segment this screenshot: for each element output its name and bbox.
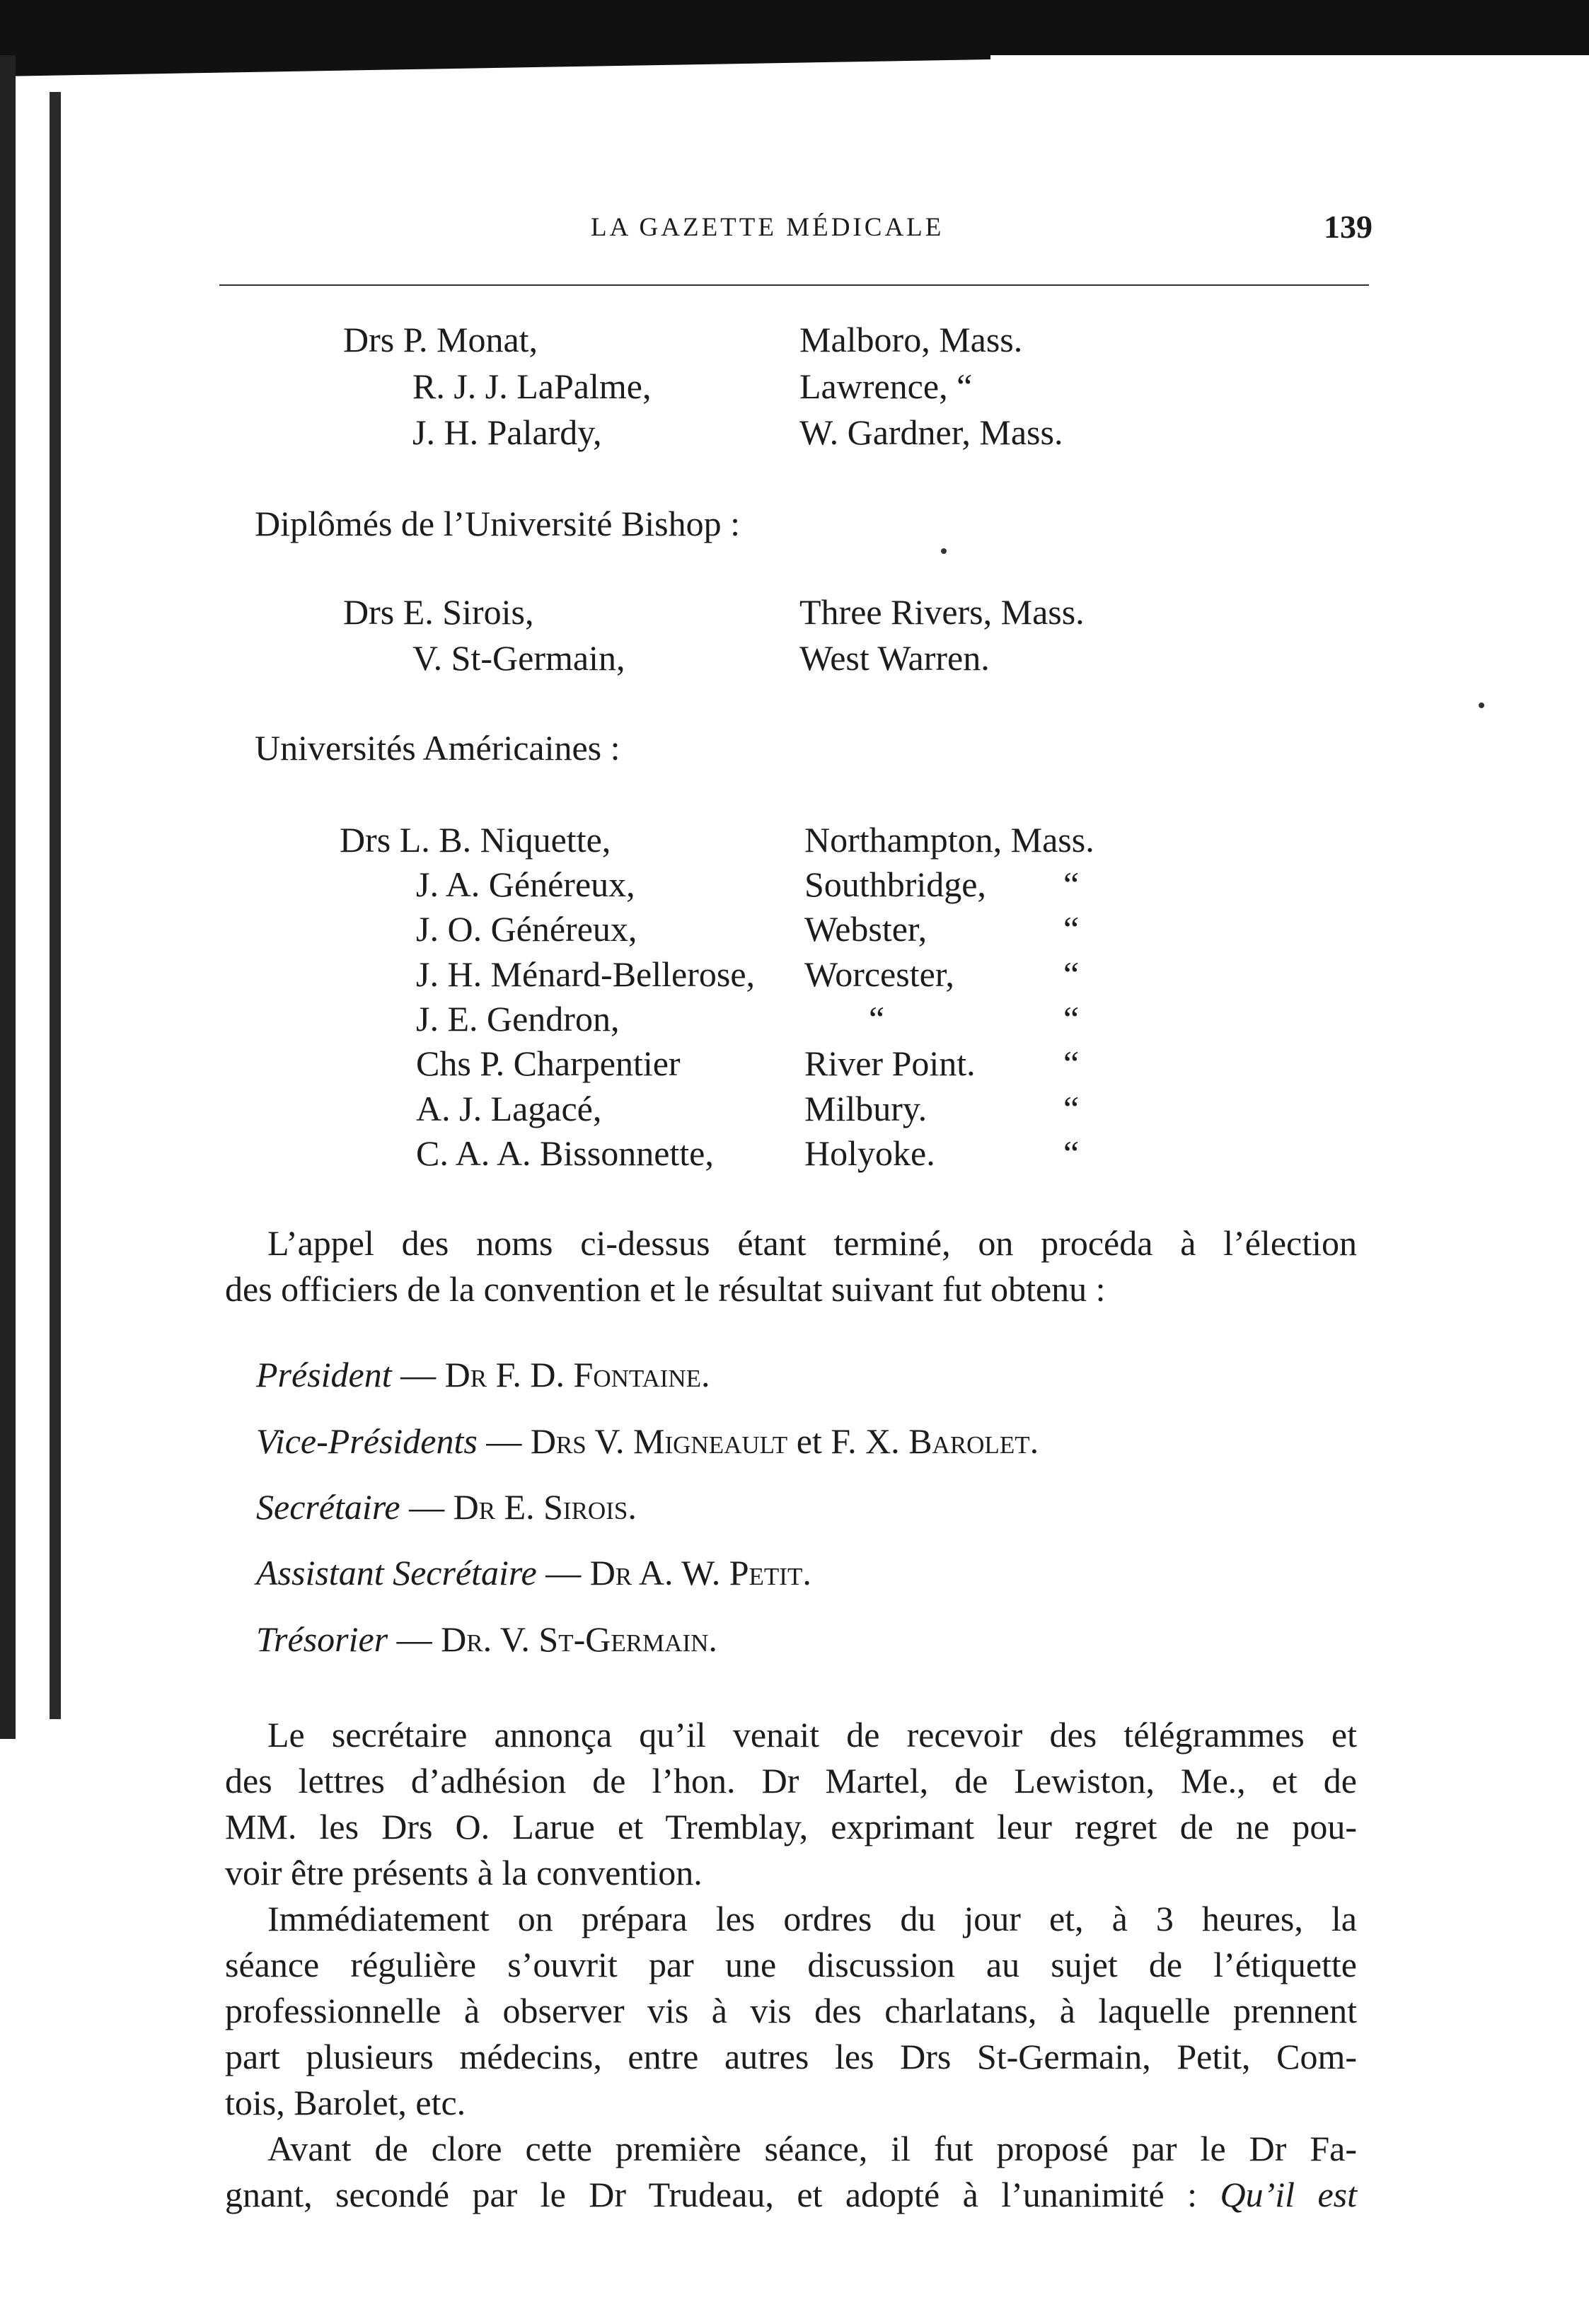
scan-border-left xyxy=(0,55,16,1739)
text-line: séance régulière s’ouvrit par une discussion au sujet de l’étiquette xyxy=(225,1945,1357,1984)
text-line: professionnelle à observer vis à vis des charlatans, à laquelle prennent xyxy=(225,1991,1357,2030)
ditto-mark: “ xyxy=(1063,954,1080,994)
section-heading: Diplômés de l’Université Bishop : xyxy=(255,504,741,543)
list-item-place: West Warren. xyxy=(799,638,990,678)
list-item-name: J. H. Ménard-Bellerose, xyxy=(416,954,756,994)
list-item-place: Worcester, xyxy=(804,954,954,994)
text-line: des officiers de la convention et le résultat suivant fut obtenu : xyxy=(225,1269,1106,1309)
officer-name: Fontaine. xyxy=(573,1355,710,1394)
header-rule xyxy=(219,284,1369,286)
officer-title: Assistant Secrétaire xyxy=(256,1553,537,1592)
list-item-name: Chs P. Charpentier xyxy=(416,1044,681,1083)
officer-line: Président — Dr F. D. Fontaine. xyxy=(256,1355,710,1394)
list-item-name: Drs E. Sirois, xyxy=(343,592,534,632)
scan-border-top-edge xyxy=(0,55,990,76)
list-item-name: V. St-Germain, xyxy=(412,638,625,678)
ditto-mark: “ xyxy=(1063,1089,1080,1128)
officer-line: Trésorier — Dr. V. St-Germain. xyxy=(256,1619,717,1659)
officer-name: Sirois. xyxy=(543,1487,637,1527)
list-item-place: W. Gardner, Mass. xyxy=(799,412,1063,452)
officer-title: Trésorier xyxy=(256,1619,388,1659)
officer-name: Migneault xyxy=(633,1421,788,1461)
list-item-name: J. O. Généreux, xyxy=(416,909,637,949)
speck xyxy=(941,548,947,554)
officer-name: Barolet. xyxy=(908,1421,1039,1461)
text-line: part plusieurs médecins, entre autres les Drs St-Germain, Petit, Com- xyxy=(225,2037,1357,2076)
ditto-mark: “ xyxy=(1063,1133,1080,1173)
list-item-place: “ xyxy=(869,999,885,1039)
officer-line: Secrétaire — Dr E. Sirois. xyxy=(256,1487,637,1527)
list-item-name: C. A. A. Bissonnette, xyxy=(416,1133,714,1173)
officer-title: Président xyxy=(256,1355,392,1394)
list-item-place: Malboro, Mass. xyxy=(799,320,1023,359)
text-line: des lettres d’adhésion de l’hon. Dr Martel, de Lewiston, Me., et de xyxy=(225,1761,1357,1800)
paragraph xyxy=(225,1896,1357,2126)
list-item-name: Drs P. Monat, xyxy=(343,320,538,359)
officer-name: Petit. xyxy=(729,1553,811,1592)
page-header xyxy=(212,209,1373,255)
officer-line: Assistant Secrétaire — Dr A. W. Petit. xyxy=(256,1553,811,1592)
text-line: Immédiatement on prépara les ordres du jour et, à 3 heures, la xyxy=(267,1899,1357,1938)
scan-border-top xyxy=(0,0,1589,55)
officer-title: Secrétaire xyxy=(256,1487,400,1527)
list-item-place: Southbridge, xyxy=(804,865,986,904)
ditto-mark: “ xyxy=(1063,909,1080,949)
text-line: L’appel des noms ci-dessus étant terminé, on procéda à l’élection xyxy=(267,1223,1357,1263)
text-line: Le secrétaire annonça qu’il venait de recevoir des télégrammes et xyxy=(267,1715,1357,1754)
list-item-name: R. J. J. LaPalme, xyxy=(412,366,652,406)
text-line: voir être présents à la convention. xyxy=(225,1853,703,1892)
list-item-place: Holyoke. xyxy=(804,1133,935,1173)
section-heading: Universités Américaines : xyxy=(255,728,620,768)
ditto-mark: “ xyxy=(1063,1044,1080,1083)
officer-title: Vice-Présidents xyxy=(256,1421,478,1461)
paragraph xyxy=(225,1220,1357,1312)
scan-border-left-inner xyxy=(50,92,61,1719)
text-line: tois, Barolet, etc. xyxy=(225,2083,466,2122)
list-item-place: River Point. xyxy=(804,1044,976,1083)
list-item-name: J. E. Gendron, xyxy=(416,999,620,1039)
list-item-place: Milbury. xyxy=(804,1089,928,1128)
page-number: 139 xyxy=(1324,209,1373,245)
text-line: MM. les Drs O. Larue et Tremblay, exprimant leur regret de ne pou- xyxy=(225,1807,1357,1846)
officer-name: St-Germain. xyxy=(538,1619,717,1659)
list-item-place: Three Rivers, Mass. xyxy=(799,592,1085,632)
list-item-place: Northampton, Mass. xyxy=(804,820,1094,860)
officer-line: Vice-Présidents — Drs V. Migneault et F. X. Barolet. xyxy=(256,1421,1039,1461)
paragraph xyxy=(225,2126,1357,2218)
list-item-place: Webster, xyxy=(804,909,928,949)
list-item-name: Drs L. B. Niquette, xyxy=(340,820,611,860)
paragraph xyxy=(225,1712,1357,1896)
ditto-mark: “ xyxy=(1063,999,1080,1039)
list-item-name: J. H. Palardy, xyxy=(412,412,602,452)
list-item-name: J. A. Généreux, xyxy=(416,865,635,904)
list-item-place: Lawrence, “ xyxy=(799,366,973,406)
list-item-name: A. J. Lagacé, xyxy=(416,1089,602,1128)
text-line: gnant, secondé par le Dr Trudeau, et adopté à l’unanimité : Qu’il est xyxy=(225,2175,1357,2214)
text-line: Avant de clore cette première séance, il fut proposé par le Dr Fa- xyxy=(267,2129,1357,2168)
running-title: LA GAZETTE MÉDICALE xyxy=(591,213,944,242)
ditto-mark: “ xyxy=(1063,865,1080,904)
speck xyxy=(1479,703,1484,708)
